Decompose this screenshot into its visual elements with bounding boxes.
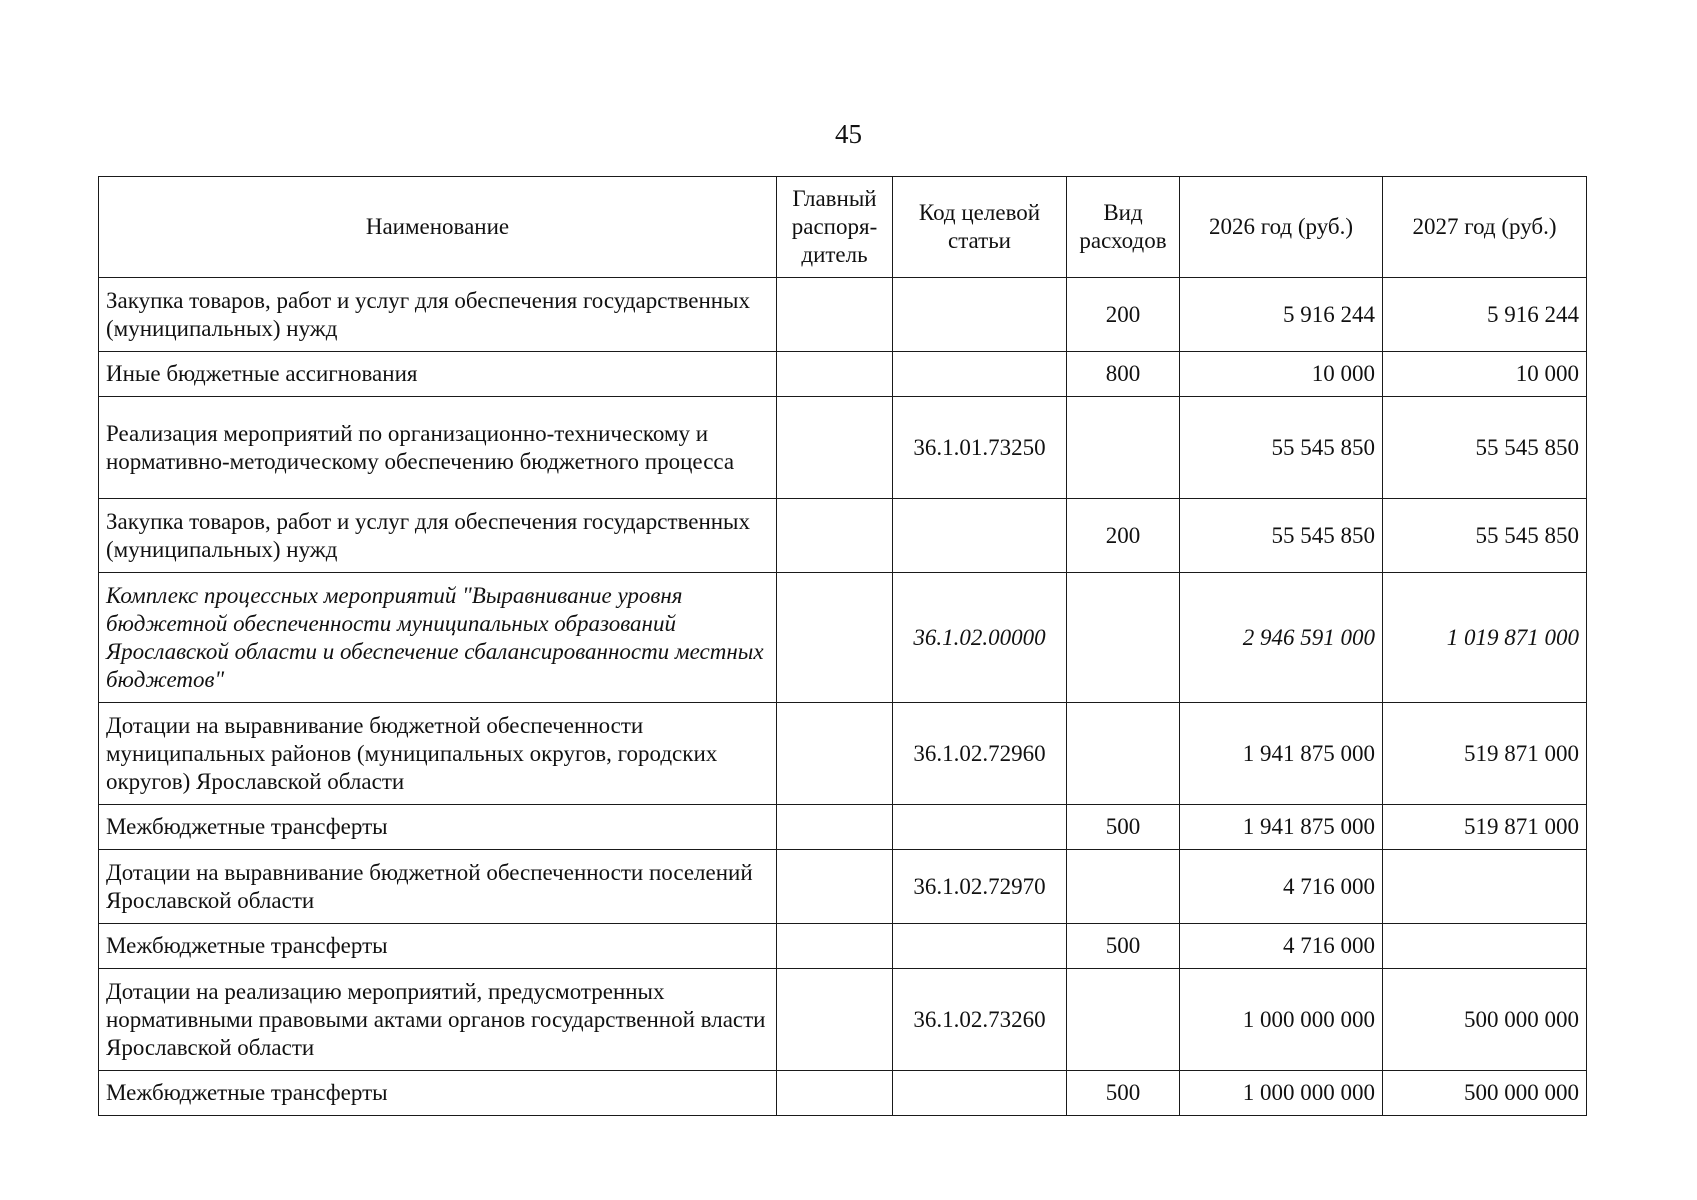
table-row <box>99 278 1587 352</box>
budget-table <box>98 176 1587 1116</box>
header-name: Наименование <box>99 177 777 278</box>
cell-main-manager <box>777 573 893 703</box>
table-body <box>99 278 1587 1116</box>
header-year-2026: 2026 год (руб.) <box>1180 177 1383 278</box>
cell-year-2026: 55 545 850 <box>1180 499 1383 573</box>
cell-name: Иные бюджетные ассигнования <box>99 352 777 397</box>
cell-name: Межбюджетные трансферты <box>99 924 777 969</box>
cell-target-code <box>893 805 1067 850</box>
cell-year-2026: 10 000 <box>1180 352 1383 397</box>
cell-target-code <box>893 499 1067 573</box>
cell-year-2026: 1 941 875 000 <box>1180 805 1383 850</box>
cell-expense-type <box>1067 573 1180 703</box>
cell-year-2027: 519 871 000 <box>1383 703 1587 805</box>
cell-year-2027 <box>1383 850 1587 924</box>
cell-expense-type <box>1067 703 1180 805</box>
table-row <box>99 499 1587 573</box>
cell-target-code: 36.1.02.72960 <box>893 703 1067 805</box>
cell-main-manager <box>777 278 893 352</box>
cell-name: Дотации на реализацию мероприятий, предусмотренных нормативными правовыми актами органов государственной власти Ярославской области <box>99 969 777 1071</box>
cell-year-2027: 5 916 244 <box>1383 278 1587 352</box>
cell-year-2027: 10 000 <box>1383 352 1587 397</box>
cell-name: Закупка товаров, работ и услуг для обеспечения государственных (муниципальных) нужд <box>99 499 777 573</box>
header-main-manager: Главный распоря-дитель <box>777 177 893 278</box>
cell-year-2026: 1 000 000 000 <box>1180 1071 1383 1116</box>
cell-main-manager <box>777 499 893 573</box>
cell-main-manager <box>777 969 893 1071</box>
cell-main-manager <box>777 703 893 805</box>
cell-target-code: 36.1.01.73250 <box>893 397 1067 499</box>
cell-expense-type <box>1067 850 1180 924</box>
header-year-2027: 2027 год (руб.) <box>1383 177 1587 278</box>
cell-main-manager <box>777 805 893 850</box>
cell-expense-type: 800 <box>1067 352 1180 397</box>
cell-target-code: 36.1.02.72970 <box>893 850 1067 924</box>
cell-year-2027 <box>1383 924 1587 969</box>
table-row <box>99 703 1587 805</box>
cell-year-2027: 500 000 000 <box>1383 1071 1587 1116</box>
table-row <box>99 573 1587 703</box>
cell-name: Межбюджетные трансферты <box>99 805 777 850</box>
cell-name: Дотации на выравнивание бюджетной обеспеченности муниципальных районов (муниципальных округов, городских округов) Ярославской области <box>99 703 777 805</box>
table-row <box>99 924 1587 969</box>
cell-target-code <box>893 278 1067 352</box>
cell-main-manager <box>777 397 893 499</box>
table-row <box>99 397 1587 499</box>
cell-expense-type: 200 <box>1067 499 1180 573</box>
cell-expense-type <box>1067 397 1180 499</box>
cell-year-2027: 500 000 000 <box>1383 969 1587 1071</box>
cell-name: Межбюджетные трансферты <box>99 1071 777 1116</box>
cell-year-2026: 1 000 000 000 <box>1180 969 1383 1071</box>
cell-main-manager <box>777 850 893 924</box>
cell-expense-type: 500 <box>1067 805 1180 850</box>
cell-main-manager <box>777 1071 893 1116</box>
header-target-code: Код целевой статьи <box>893 177 1067 278</box>
cell-target-code: 36.1.02.00000 <box>893 573 1067 703</box>
table-row <box>99 850 1587 924</box>
cell-target-code: 36.1.02.73260 <box>893 969 1067 1071</box>
table-header <box>99 177 1587 278</box>
cell-year-2027: 519 871 000 <box>1383 805 1587 850</box>
cell-year-2026: 1 941 875 000 <box>1180 703 1383 805</box>
cell-main-manager <box>777 352 893 397</box>
cell-year-2026: 2 946 591 000 <box>1180 573 1383 703</box>
cell-year-2027: 55 545 850 <box>1383 499 1587 573</box>
cell-expense-type: 200 <box>1067 278 1180 352</box>
cell-year-2027: 55 545 850 <box>1383 397 1587 499</box>
cell-year-2026: 55 545 850 <box>1180 397 1383 499</box>
cell-target-code <box>893 1071 1067 1116</box>
cell-expense-type: 500 <box>1067 924 1180 969</box>
cell-name: Комплекс процессных мероприятий "Выравнивание уровня бюджетной обеспеченности муниципальных образований Ярославской области и обеспечение сбалансированности местных бюджетов" <box>99 573 777 703</box>
cell-name: Дотации на выравнивание бюджетной обеспеченности поселений Ярославской области <box>99 850 777 924</box>
cell-main-manager <box>777 924 893 969</box>
cell-year-2026: 4 716 000 <box>1180 850 1383 924</box>
cell-year-2026: 5 916 244 <box>1180 278 1383 352</box>
cell-expense-type: 500 <box>1067 1071 1180 1116</box>
cell-target-code <box>893 924 1067 969</box>
table-row <box>99 352 1587 397</box>
table-row <box>99 805 1587 850</box>
cell-year-2026: 4 716 000 <box>1180 924 1383 969</box>
table-row <box>99 1071 1587 1116</box>
table-row <box>99 969 1587 1071</box>
header-expense-type: Вид расходов <box>1067 177 1180 278</box>
page-number: 45 <box>835 119 862 149</box>
cell-name: Реализация мероприятий по организационно-техническому и нормативно-методическому обеспечению бюджетного процесса <box>99 397 777 499</box>
cell-name: Закупка товаров, работ и услуг для обеспечения государственных (муниципальных) нужд <box>99 278 777 352</box>
cell-target-code <box>893 352 1067 397</box>
cell-expense-type <box>1067 969 1180 1071</box>
cell-year-2027: 1 019 871 000 <box>1383 573 1587 703</box>
